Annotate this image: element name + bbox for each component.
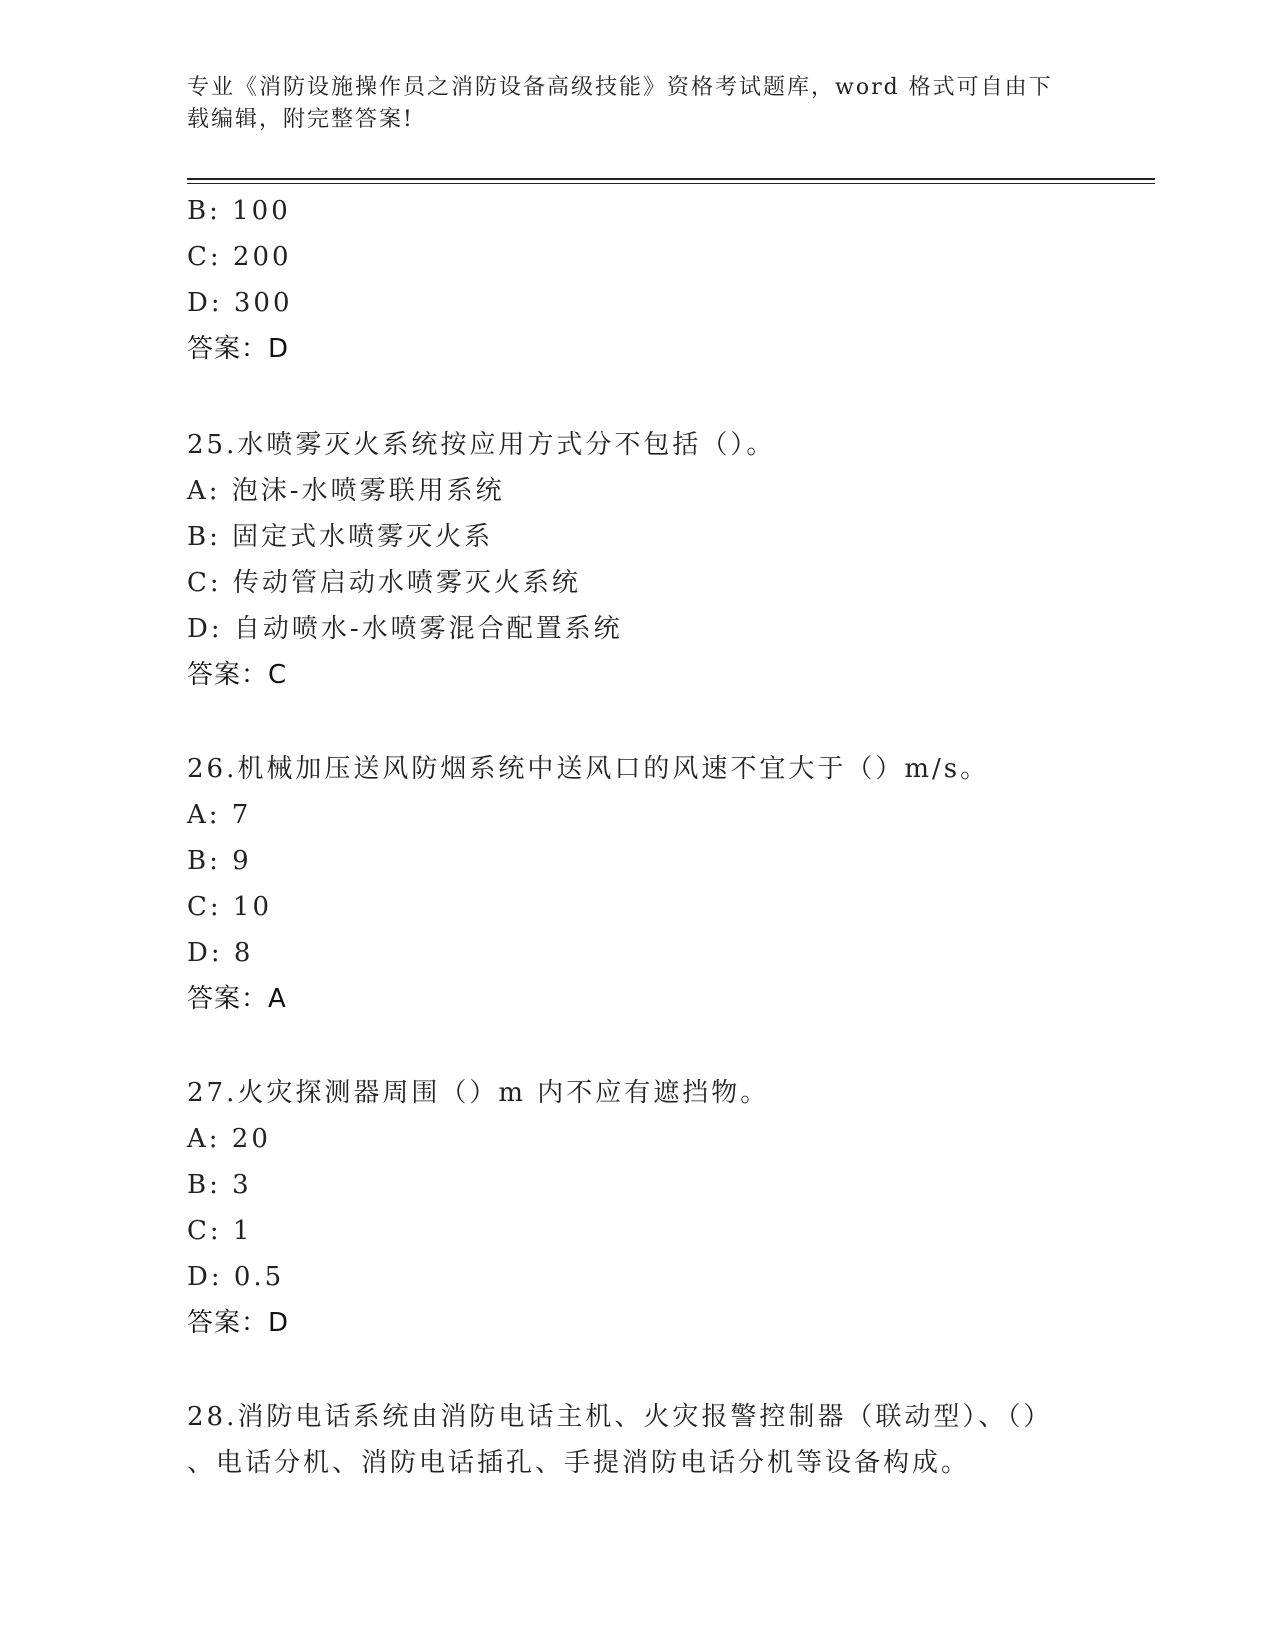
spacer	[187, 372, 1087, 422]
option-d: D: 自动喷水-水喷雾混合配置系统	[187, 614, 623, 644]
option-c: C: 传动管启动水喷雾灭火系统	[187, 568, 581, 598]
option-c: C: 200	[187, 242, 292, 272]
option-d: D: 0.5	[187, 1262, 285, 1292]
option-a: A: 20	[187, 1124, 271, 1154]
option-d: D: 300	[187, 288, 293, 318]
question-27	[187, 1070, 1087, 1346]
spacer	[187, 1346, 1087, 1394]
answer-line: 答案：C	[187, 660, 288, 690]
option-a: A: 7	[187, 800, 252, 830]
question-25	[187, 422, 1087, 698]
option-a: A: 泡沫-水喷雾联用系统	[187, 476, 505, 506]
question-26	[187, 746, 1087, 1022]
answer-line: 答案：A	[187, 984, 287, 1014]
document-header	[187, 72, 1087, 136]
option-b: B: 固定式水喷雾灭火系	[187, 522, 494, 552]
question-text: 27.火灾探测器周围（）m 内不应有遮挡物。	[187, 1078, 770, 1108]
option-b: B: 9	[187, 846, 252, 876]
question-text: 25.水喷雾灭火系统按应用方式分不包括（）。	[187, 430, 776, 460]
spacer	[187, 1022, 1087, 1070]
question-24-continuation	[187, 188, 1087, 372]
option-b: B: 3	[187, 1170, 252, 1200]
option-d: D: 8	[187, 938, 254, 968]
question-text: 26.机械加压送风防烟系统中送风口的风速不宜大于（）m/s。	[187, 754, 990, 784]
question-text-line-1: 28.消防电话系统由消防电话主机、火灾报警控制器（联动型）、（）	[187, 1402, 1053, 1432]
spacer	[187, 698, 1087, 746]
answer-line: 答案：D	[187, 1308, 290, 1338]
option-b: B: 100	[187, 196, 291, 226]
question-text-line-2: 、电话分机、消防电话插孔、手提消防电话分机等设备构成。	[187, 1448, 971, 1478]
header-divider-thin	[187, 183, 1155, 184]
header-line-2: 载编辑，附完整答案!	[187, 107, 414, 132]
answer-line: 答案：D	[187, 334, 290, 364]
option-c: C: 10	[187, 892, 273, 922]
option-c: C: 1	[187, 1216, 253, 1246]
question-28	[187, 1394, 1087, 1486]
document-body	[187, 188, 1087, 1486]
header-divider-thick	[187, 178, 1155, 180]
header-line-1: 专业《消防设施操作员之消防设备高级技能》资格考试题库，word 格式可自由下	[187, 75, 1053, 100]
